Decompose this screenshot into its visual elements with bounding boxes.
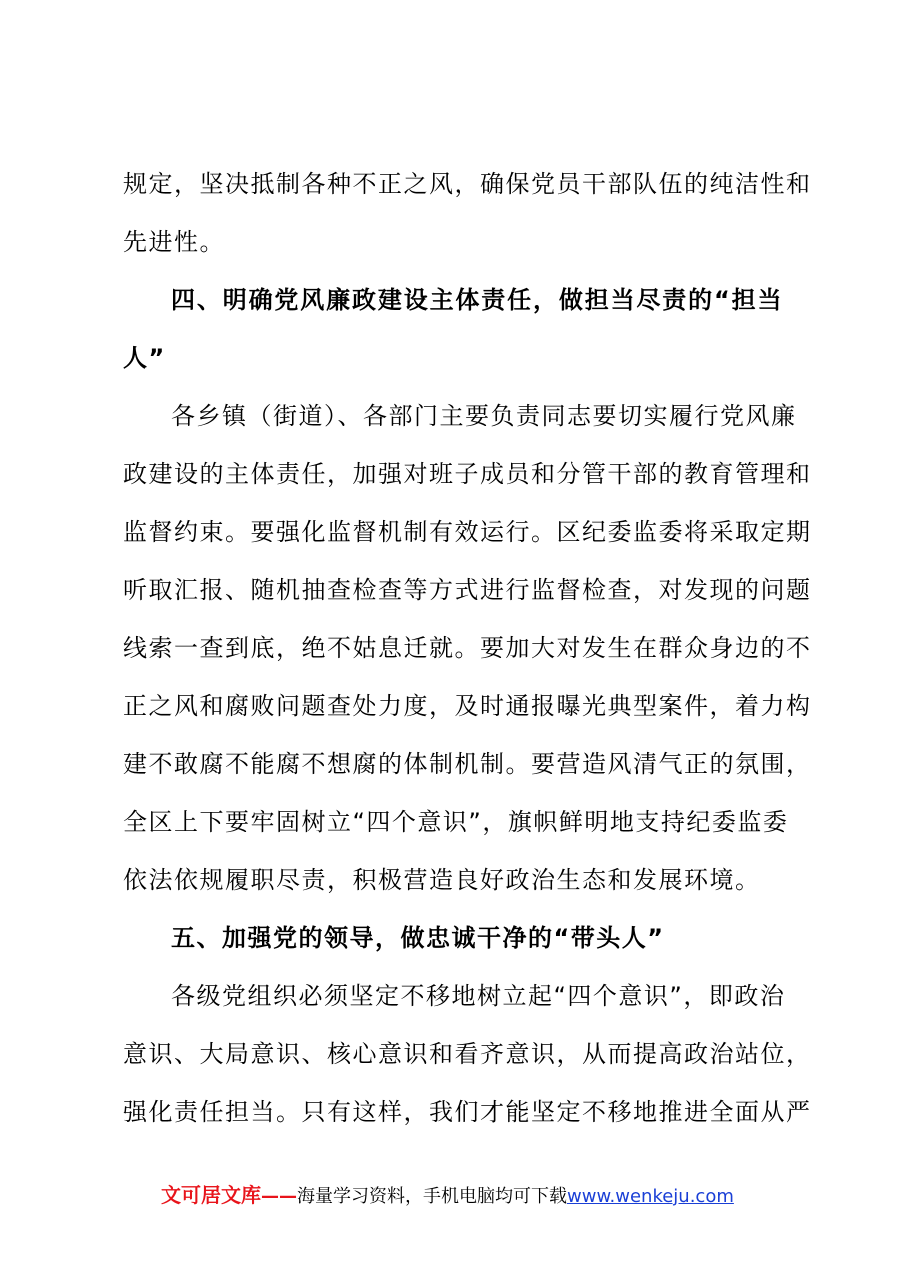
body-line: 建不敢腐不能腐不想腐的体制机制。要营造风清气正的氛围，	[123, 750, 812, 778]
footer-dash: ——	[261, 1186, 297, 1207]
body-line: 正之风和腐败问题查处力度，及时通报曝光典型案件，着力构	[123, 692, 812, 720]
body-line: 意识、大局意识、核心意识和看齐意识，从而提高政治站位，	[123, 1040, 812, 1068]
footer-description: 海量学习资料，手机电脑均可下载	[297, 1186, 567, 1207]
body-line: 依法依规履职尽责，积极营造良好政治生态和发展环境。	[123, 866, 761, 894]
website-link[interactable]: www.wenkeju.com	[567, 1186, 734, 1207]
body-line: 各级党组织必须坚定不移地树立起“四个意识”，即政治	[171, 982, 786, 1010]
body-line: 全区上下要牢固树立“四个意识”，旗帜鲜明地支持纪委监委	[123, 808, 789, 836]
body-line: 强化责任担当。只有这样，我们才能坚定不移地推进全面从严	[123, 1098, 812, 1126]
section-heading: 五、加强党的领导，做忠诚干净的“带头人”	[171, 924, 665, 952]
body-line: 政建设的主体责任，加强对班子成员和分管干部的教育管理和	[123, 460, 812, 488]
body-line: 先进性。	[123, 228, 225, 256]
section-heading: 人”	[123, 344, 166, 372]
body-line: 监督约束。要强化监督机制有效运行。区纪委监委将采取定期	[123, 518, 812, 546]
body-line: 规定，坚决抵制各种不正之风，确保党员干部队伍的纯洁性和	[123, 170, 812, 198]
footer-banner	[161, 1183, 734, 1209]
body-line: 线索一查到底，绝不姑息迁就。要加大对发生在群众身边的不	[123, 634, 812, 662]
body-line: 听取汇报、随机抽查检查等方式进行监督检查，对发现的问题	[123, 576, 812, 604]
section-heading: 四、明确党风廉政建设主体责任，做担当尽责的“担当	[171, 286, 783, 314]
brand-name: 文可居文库	[161, 1183, 261, 1207]
body-line: 各乡镇（街道）、各部门主要负责同志要切实履行党风廉	[171, 402, 797, 430]
